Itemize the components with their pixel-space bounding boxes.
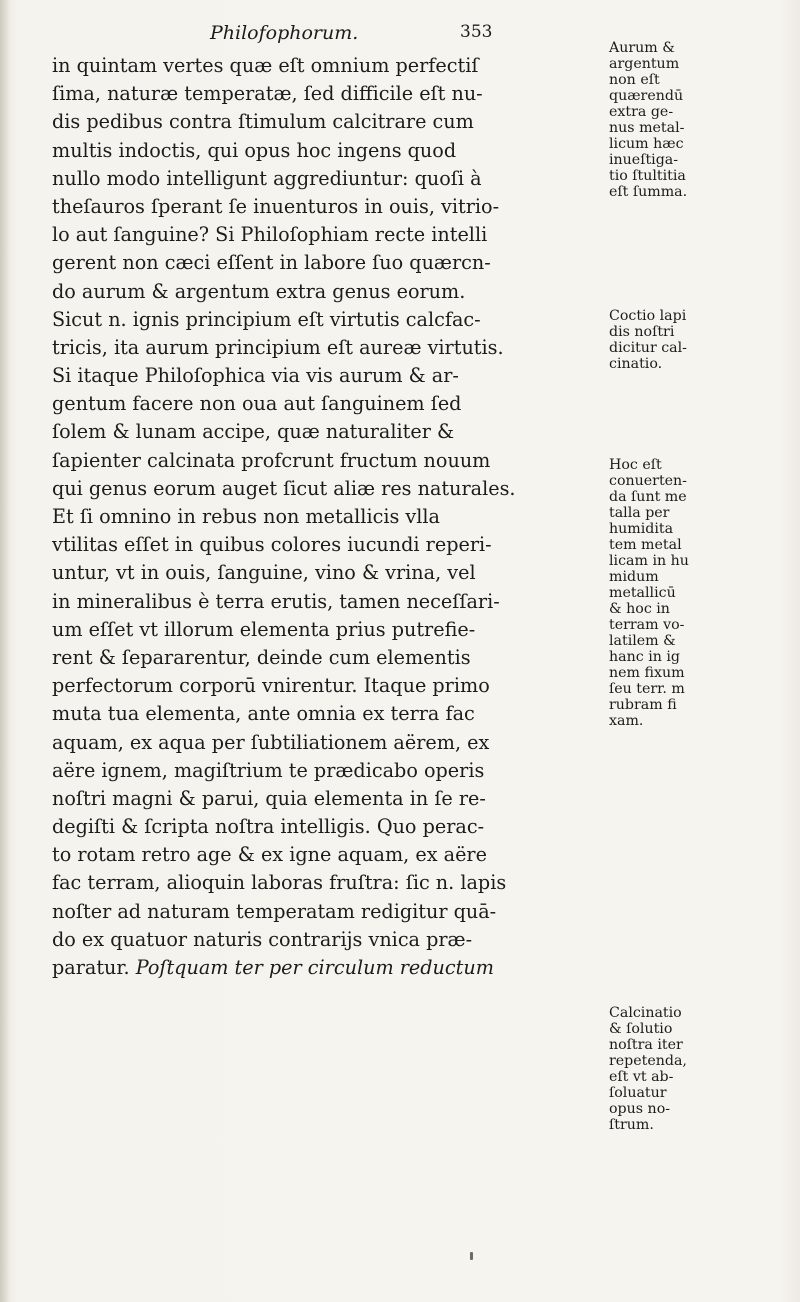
text-line: Et ſi omnino in rebus non metallicis vlla bbox=[52, 505, 440, 528]
text-line: um eſſet vt illorum elementa prius putrefie- bbox=[52, 617, 476, 641]
margin-line: inueſtiga- bbox=[609, 152, 679, 168]
text-line: ſolem & lunam accipe, quæ naturaliter & bbox=[52, 420, 455, 444]
margin-line: licum hæc bbox=[609, 136, 684, 152]
margin-line: quærendū bbox=[609, 88, 684, 104]
ink-speck bbox=[470, 1252, 473, 1260]
margin-line: midum bbox=[609, 569, 659, 585]
running-head: Philofophorum. bbox=[210, 22, 359, 44]
margin-line: latilem & bbox=[609, 633, 676, 649]
margin-line: nus metal- bbox=[609, 120, 685, 136]
text-line: tricis, ita aurum principium eſt aureæ virtutis. bbox=[52, 335, 504, 359]
margin-line: dis noſtri bbox=[609, 324, 675, 340]
text-line: Sicut n. ignis principium eſt virtutis calcfac- bbox=[52, 307, 481, 331]
text-line: untur, vt in ouis, ſanguine, vino & vrina, vel bbox=[52, 561, 476, 585]
text-line: degiſti & ſcripta noſtra intelligis. Quo perac- bbox=[52, 815, 485, 839]
text-line: aëre ignem, magiſtrium te prædicabo operis bbox=[52, 758, 485, 782]
margin-line: ſtrum. bbox=[609, 1117, 654, 1133]
margin-line: rubram fi bbox=[609, 697, 677, 713]
final-line-italic: Poſtquam ter per circulum reductum bbox=[135, 956, 494, 979]
margin-line: & hoc in bbox=[609, 601, 670, 617]
text-line: rent & ſepararentur, deinde cum elementis bbox=[52, 645, 471, 669]
margin-line: eſt vt ab- bbox=[609, 1069, 674, 1085]
text-line: to rotam retro age & ex igne aquam, ex aëre bbox=[52, 843, 487, 867]
marginal-note-2 bbox=[609, 308, 794, 372]
margin-line: repetenda, bbox=[609, 1053, 687, 1069]
text-line: lo aut ſanguine? Si Philoſophiam recte intelli bbox=[52, 223, 488, 247]
main-text-block bbox=[52, 52, 602, 982]
margin-line: non eſt bbox=[609, 72, 660, 88]
margin-line: ſoluatur bbox=[609, 1085, 667, 1101]
text-line: muta tua elementa, ante omnia ex terra fac bbox=[52, 702, 475, 726]
text-line: perfectorum corporū vnirentur. Itaque primo bbox=[52, 674, 490, 698]
text-line-final bbox=[52, 954, 602, 982]
margin-line: extra ge- bbox=[609, 104, 674, 120]
text-line: fac terram, alioquin laboras fruſtra: ſic n. lapis bbox=[52, 871, 507, 895]
text-line: gentum facere non oua aut ſanguinem ſed bbox=[52, 392, 462, 416]
margin-line: eſt ſumma. bbox=[609, 184, 688, 200]
margin-line: opus no- bbox=[609, 1101, 671, 1117]
text-line: do ex quatuor naturis contrarijs vnica præ- bbox=[52, 927, 473, 951]
text-line: ſima, naturæ temperatæ, ſed difficile eſt nu- bbox=[52, 82, 483, 106]
margin-line: conuerten- bbox=[609, 473, 687, 489]
text-line: multis indoctis, qui opus hoc ingens quod bbox=[52, 138, 457, 162]
margin-line: licam in hu bbox=[609, 553, 689, 569]
margin-line: tem metal bbox=[609, 537, 682, 553]
text-line: dis pedibus contra ſtimulum calcitrare cum bbox=[52, 110, 474, 134]
text-line: Si itaque Philoſophica via vis aurum & ar- bbox=[52, 364, 459, 388]
text-line: qui genus eorum auget ſicut aliæ res naturales. bbox=[52, 476, 516, 500]
margin-line: Coctio lapi bbox=[609, 308, 687, 324]
text-line: ſapienter calcinata profcrunt fructum nouum bbox=[52, 448, 491, 472]
margin-line: & ſolutio bbox=[609, 1021, 673, 1037]
marginal-note-1 bbox=[609, 40, 794, 200]
text-line: in quintam vertes quæ eſt omnium perfectiſ bbox=[52, 54, 479, 77]
margin-line: noſtra iter bbox=[609, 1037, 683, 1053]
margin-line: humidita bbox=[609, 521, 674, 537]
text-line: aquam, ex aqua per ſubtiliationem aërem, ex bbox=[52, 730, 490, 754]
marginal-note-4 bbox=[609, 1005, 794, 1133]
text-line: theſauros ſperant ſe inuenturos in ouis, vitrio- bbox=[52, 194, 500, 218]
marginal-note-3 bbox=[609, 457, 794, 729]
margin-line: tio ſtultitia bbox=[609, 168, 686, 184]
text-line: gerent non cæci eſſent in labore ſuo quærcn- bbox=[52, 251, 491, 275]
margin-line: metallicū bbox=[609, 585, 676, 601]
final-line-upright: paratur. bbox=[52, 956, 130, 979]
page-number: 353 bbox=[460, 22, 493, 42]
margin-line: argentum bbox=[609, 56, 680, 72]
margin-line: nem fixum bbox=[609, 665, 685, 681]
margin-line: Calcinatio bbox=[609, 1005, 682, 1021]
margin-line: terram vo- bbox=[609, 617, 685, 633]
text-line: in mineralibus è terra erutis, tamen neceſſari- bbox=[52, 589, 500, 613]
margin-line: da ſunt me bbox=[609, 489, 687, 505]
margin-line: dicitur cal- bbox=[609, 340, 687, 356]
text-line: vtilitas eſſet in quibus colores iucundi reperi- bbox=[52, 533, 492, 557]
margin-line: Aurum & bbox=[609, 40, 675, 56]
margin-line: cinatio. bbox=[609, 356, 663, 372]
margin-line: hanc in ig bbox=[609, 649, 680, 665]
text-line: do aurum & argentum extra genus eorum. bbox=[52, 279, 466, 303]
text-line: noſtri magni & parui, quia elementa in ſe re- bbox=[52, 786, 486, 810]
text-line: nullo modo intelligunt aggrediuntur: quoſi à bbox=[52, 166, 482, 190]
margin-line: talla per bbox=[609, 505, 670, 521]
binding-gutter bbox=[0, 0, 10, 1302]
text-line: noſter ad naturam temperatam redigitur quā- bbox=[52, 899, 497, 923]
margin-line: ſeu terr. m bbox=[609, 681, 685, 697]
margin-line: xam. bbox=[609, 713, 644, 729]
margin-line: Hoc eſt bbox=[609, 457, 662, 473]
